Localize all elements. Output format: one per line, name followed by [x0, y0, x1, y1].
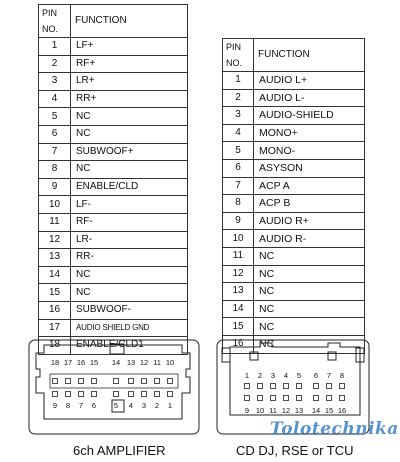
- pin-label: 3: [141, 401, 147, 410]
- pin-number: 14: [39, 266, 71, 284]
- pin-number: 9: [39, 178, 71, 196]
- pin-number: 8: [39, 161, 71, 179]
- pin-label: 8: [65, 401, 71, 410]
- pin-number: 7: [223, 177, 254, 195]
- pin-socket: [66, 379, 71, 384]
- pin-number: 2: [39, 55, 71, 73]
- pin-label: 6: [91, 401, 97, 410]
- pin-label: 4: [283, 371, 289, 380]
- pin-label: 7: [326, 371, 332, 380]
- pin-function: AUDIO R+: [254, 212, 365, 230]
- pin-socket: [297, 396, 302, 401]
- function-header: FUNCTION: [254, 39, 365, 72]
- function-header: FUNCTION: [71, 5, 188, 38]
- pin-function: RR-: [71, 249, 188, 267]
- pin-label: 13: [294, 406, 304, 415]
- watermark-logo: Tolotechnika: [270, 419, 399, 439]
- pin-label: 1: [167, 401, 173, 410]
- pin-number: 6: [39, 125, 71, 143]
- pin-function: NC: [254, 247, 365, 265]
- pin-label: 9: [244, 406, 250, 415]
- pin-number: 11: [223, 247, 254, 265]
- pin-number: 5: [39, 108, 71, 126]
- pin-number: 4: [39, 90, 71, 108]
- pin-label: 10: [255, 406, 265, 415]
- pin-number: 7: [39, 143, 71, 161]
- pin-socket: [245, 396, 250, 401]
- pin-socket: [284, 384, 289, 389]
- pin-socket: [168, 379, 173, 384]
- pin-function: LF-: [71, 196, 188, 214]
- pin-socket: [327, 384, 332, 389]
- pin-label: 14: [311, 406, 321, 415]
- pin-function: RF-: [71, 213, 188, 231]
- pin-label: 1: [244, 371, 250, 380]
- pin-label: 5: [296, 371, 302, 380]
- pin-socket: [340, 384, 345, 389]
- pin-number: 6: [223, 159, 254, 177]
- pin-label: 8: [339, 371, 345, 380]
- pin-number: 17: [39, 319, 71, 337]
- pin-number: 16: [223, 335, 254, 353]
- pin-number: 10: [223, 230, 254, 248]
- pin-function: AUDIO L-: [254, 89, 365, 107]
- pin-number: 10: [39, 196, 71, 214]
- pin-label: 11: [269, 406, 277, 415]
- pin-socket: [129, 379, 134, 384]
- pin-number: 16: [39, 301, 71, 319]
- pin-number: 1: [39, 38, 71, 56]
- pin-label: 13: [126, 358, 136, 367]
- pin-label: 2: [154, 401, 160, 410]
- pin-number: 9: [223, 212, 254, 230]
- pin-function: NC: [254, 300, 365, 318]
- amplifier-caption: 6ch AMPLIFIER: [73, 443, 166, 458]
- pin-socket: [284, 396, 289, 401]
- pin-label: 15: [89, 358, 99, 367]
- pin-label: 3: [270, 371, 276, 380]
- pin-label: 2: [257, 371, 263, 380]
- pin-socket: [114, 392, 119, 397]
- pin-socket: [258, 396, 263, 401]
- pin-socket: [142, 392, 147, 397]
- pin-socket: [114, 379, 119, 384]
- pin-function: NC: [254, 283, 365, 301]
- pin-socket: [340, 396, 345, 401]
- pin-socket: [271, 396, 276, 401]
- pin-function: NC: [254, 335, 365, 353]
- pin-number: 1: [223, 72, 254, 90]
- pin-number: 13: [39, 249, 71, 267]
- pin-function: NC: [254, 265, 365, 283]
- pin-function: NC: [71, 108, 188, 126]
- pin-number: 3: [223, 107, 254, 125]
- pin-socket: [92, 392, 97, 397]
- pin-function: SUBWOOF-: [71, 301, 188, 319]
- pin-function: ASYSON: [254, 159, 365, 177]
- pin-number: 18: [39, 337, 71, 355]
- pin-socket: [168, 392, 173, 397]
- pin-number: 8: [223, 195, 254, 213]
- left-connector: [29, 340, 199, 434]
- pin-socket: [327, 396, 332, 401]
- pin-label: 4: [128, 401, 134, 410]
- pin-label: 18: [50, 358, 60, 367]
- pin-function: RR+: [71, 90, 188, 108]
- pin-number: 2: [223, 89, 254, 107]
- pin-socket: [271, 384, 276, 389]
- pin-label: 16: [337, 406, 347, 415]
- pin-label: 15: [324, 406, 334, 415]
- pin-socket: [297, 384, 302, 389]
- pin-label: 12: [281, 406, 291, 415]
- pin-label: 9: [52, 401, 58, 410]
- pin-function: AUDIO R-: [254, 230, 365, 248]
- pin-socket: [245, 384, 250, 389]
- pin-number: 5: [223, 142, 254, 160]
- pin-socket: [142, 379, 147, 384]
- pin-label: 17: [63, 358, 73, 367]
- pin-number: 12: [223, 265, 254, 283]
- pin-number: 15: [39, 284, 71, 302]
- pin-number: 4: [223, 124, 254, 142]
- pin-function: MONO-: [254, 142, 365, 160]
- pin-function: AUDIO L+: [254, 72, 365, 90]
- pin-socket: [92, 379, 97, 384]
- pin-function: MONO+: [254, 124, 365, 142]
- pin-no-header: PIN NO.: [223, 39, 254, 72]
- pin-number: 13: [223, 283, 254, 301]
- pin-socket: [79, 379, 84, 384]
- pin-number: 15: [223, 318, 254, 336]
- pin-function: AUDIO SHIELD GND: [71, 319, 188, 337]
- pin-socket: [258, 384, 263, 389]
- pin-label: 11: [153, 358, 161, 367]
- pin-socket: [53, 392, 58, 397]
- pin-function: LR+: [71, 73, 188, 91]
- pin-socket: [314, 396, 319, 401]
- pin-function: LF+: [71, 38, 188, 56]
- pin-number: 11: [39, 213, 71, 231]
- pin-function: ACP A: [254, 177, 365, 195]
- pin-no-header: PIN NO.: [39, 5, 71, 38]
- pin-socket: [129, 392, 134, 397]
- pin-function: NC: [71, 125, 188, 143]
- pin-function: NC: [254, 318, 365, 336]
- pin-label: 14: [111, 358, 121, 367]
- pin-function: LR-: [71, 231, 188, 249]
- pin-label: 10: [165, 358, 175, 367]
- pin-function: RF+: [71, 55, 188, 73]
- pin-function: NC: [71, 284, 188, 302]
- pin-label: 16: [76, 358, 86, 367]
- pin-label: 12: [139, 358, 149, 367]
- pin-socket: [79, 392, 84, 397]
- pin-function: AUDIO-SHIELD: [254, 107, 365, 125]
- pin-function: SUBWOOF+: [71, 143, 188, 161]
- pin-function: ENABLE/CLD: [71, 178, 188, 196]
- right-connector-pins: [245, 371, 347, 415]
- pin-function: NC: [71, 161, 188, 179]
- pin-function: ACP B: [254, 195, 365, 213]
- pin-function: NC: [71, 266, 188, 284]
- pin-socket: [155, 392, 160, 397]
- pin-number: 14: [223, 300, 254, 318]
- pin-socket: [314, 384, 319, 389]
- cd-dj-caption: CD DJ, RSE or TCU: [236, 443, 354, 458]
- pin-label: 5: [113, 401, 119, 410]
- pin-label: 7: [78, 401, 84, 410]
- pin-number: 3: [39, 73, 71, 91]
- pin-socket: [155, 379, 160, 384]
- pin-socket: [53, 379, 58, 384]
- pin-function: ENABLE/CLD1: [71, 337, 188, 355]
- pin-number: 12: [39, 231, 71, 249]
- pin-label: 6: [313, 371, 319, 380]
- pin-socket: [66, 392, 71, 397]
